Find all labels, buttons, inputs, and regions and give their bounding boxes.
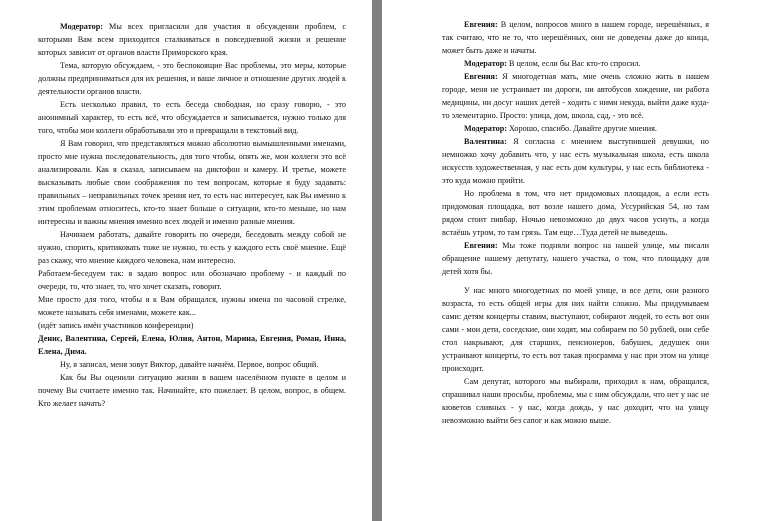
paragraph <box>442 187 709 239</box>
paragraph <box>442 122 709 135</box>
paragraph-text: Начинаем работать, давайте говорить по очереди, беседовать между собой не нужно, спорить, критиковать тоже не нужно, то есть у каждого есть своё мнение. Ещё раз скажу, что мнение каждого человека, нам интересно. <box>38 230 346 265</box>
paragraph <box>38 137 346 228</box>
paragraph <box>38 319 346 332</box>
paragraph-text: Мне просто для того, чтобы я к Вам обращался, нужны имена по часовой стрелке, можете называть себя именами, можете как... <box>38 295 346 317</box>
paragraph <box>442 375 709 427</box>
paragraph-text: Тема, которую обсуждаем, - это беспокоящие Вас проблемы, это меры, которые должны предприниматься для их решения, и ваше личное и отношение других людей к деятельности органов власти. <box>38 61 346 96</box>
paragraph-text: Я многодетная мать, мне очень сложно жить в нашем городе, меня не устраивает ни дороги, ни автобусов хождение, ни работа медицины, ни досуг наших детей - ходить с ними некуда, выйти даже куда-то элементарно. Просто: улица, дом, школа, сад, - это всё. <box>442 72 709 120</box>
document-page-left <box>0 0 372 521</box>
speaker-label: Денис, Валентина, Сергей, Елена, Юлия, Антон, Марина, Евгения, Роман, Инна, Елена, Дима. <box>38 334 346 356</box>
paragraph <box>442 70 709 122</box>
paragraph-text: Я Вам говорил, что представляться можно абсолютно вымышленными именами, просто мне нужна последовательность, для того чтобы, опять же, мои коллеги это всё анализировали. Как я сказал, записываем на диктофон и камеру. И третье, можете высказывать любые свои соображения по тем вопросам, которые я буду задавать: правильных – неправильных точек зрения нет, то есть нас интересует, как Вы именно к этим проблемам относитесь, кто-то знает больше о ситуации, кто-то меньше, но нам интересны и важны мнения именно всех людей и именно разные мнения. <box>38 139 346 226</box>
paragraph <box>442 57 709 70</box>
paragraph-text: Как бы Вы оценили ситуацию жизни в вашем населённом пункте в целом и почему Вы считаете именно так. Начинайте, кто пожелает. В целом, вопрос, в общем. Кто желает начать? <box>38 373 346 408</box>
speaker-label: Модератор: <box>60 22 103 31</box>
paragraph-text: Мы тоже подняли вопрос на нашей улице, мы писали обращение нашему депутату, нашего участка, о том, что площадку для детей хотя бы. <box>442 241 709 276</box>
paragraph-text: Я согласна с мнением выступившей девушки, но немножко хочу добавить что, у нас есть музыкальная школа, есть школа искусств художественная, у нас есть дом культуры, у нас есть библиотека - это куда можно прийти. <box>442 137 709 185</box>
paragraph-text: В целом, вопросов много в нашем городе, нерешённых, я так считаю, что не то, что нерешённых, они не доведены даже до конца, может быть даже и начаты. <box>442 20 709 55</box>
paragraph <box>442 135 709 187</box>
speaker-label: Евгения: <box>464 20 498 29</box>
paragraph <box>38 293 346 319</box>
paragraph <box>38 358 346 371</box>
paragraph-text: Сам депутат, которого мы выбирали, приходил к нам, обращался, спрашивал наши просьбы, проблемы, мы с ним обсуждали, что нет у нас не кюветов сливных - у нас, когда дождь, у нас доходит, что на улицу невозможно выйти без сапог и как можно выше. <box>442 377 709 425</box>
paragraph-text: В целом, если бы Вас кто-то спросил. <box>506 59 641 68</box>
document-page-right <box>382 0 775 521</box>
paragraph-text: Хорошо, спасибо. Давайте другие мнения. <box>506 124 657 133</box>
paragraph-text: У нас много многодетных по моей улице, и все дети, они разного возраста, то есть общей игры для них найти сложно. Мы придумываем сами: детям концерты ставим, выступают, собирают людей, то есть вот они сами - мои дети, соседские, они ходят, мы собираем по 50 рублей, они себе стол накрывают, для старших, пенсионеров, бабушек, дедушек они устраивают концерты, то есть вот такая программа у нас при этом на улице происходит. <box>442 286 709 373</box>
speaker-label: Модератор: <box>464 59 507 68</box>
paragraph <box>442 18 709 57</box>
paragraph <box>442 284 709 375</box>
speaker-label: Модератор: <box>464 124 507 133</box>
paragraph <box>38 228 346 267</box>
paragraph <box>38 20 346 59</box>
speaker-label: Евгения: <box>464 72 498 81</box>
paragraph-text: Работаем-беседуем так: я задаю вопрос или обозначаю проблему - и каждый по очереди, то, что знает, то, что хочет сказать, говорит. <box>38 269 346 291</box>
speaker-label: Евгения: <box>464 241 498 250</box>
paragraph <box>38 59 346 98</box>
paragraph-text: Ну, я записал, меня зовут Виктор, давайте начнём. Первое, вопрос общий. <box>60 360 319 369</box>
paragraph-text: Есть несколько правил, то есть беседа свободная, но сразу говорю, - это анонимный характер, то есть всё, что обсуждается и записывается, нужно только для того, чтобы мои коллеги обработывали это и превращали в текстовый вид. <box>38 100 346 135</box>
paragraph-text: (идёт запись имён участников конференции) <box>38 321 194 330</box>
speaker-label: Валентина: <box>464 137 507 146</box>
paragraph <box>38 371 346 410</box>
paragraph <box>38 98 346 137</box>
paragraph-text: Но проблема в том, что нет придомовых площадок, а если есть придомовая площадка, вот возле нашего дома, Уссурийская 54, но там рядом стоит пивбар. Ночью невозможно до двух часов уснуть, а когда встаёшь утром, то там грязь. Там еще…Туда детей не выведешь. <box>442 189 709 237</box>
paragraph-text: Мы всех пригласили для участия в обсуждении проблем, с которыми Вам всем приходится сталкиваться в повседневной жизни и решение которых зависит от органов власти Приморского края. <box>38 22 346 57</box>
paragraph <box>38 332 346 358</box>
paragraph <box>442 239 709 278</box>
paragraph <box>38 267 346 293</box>
